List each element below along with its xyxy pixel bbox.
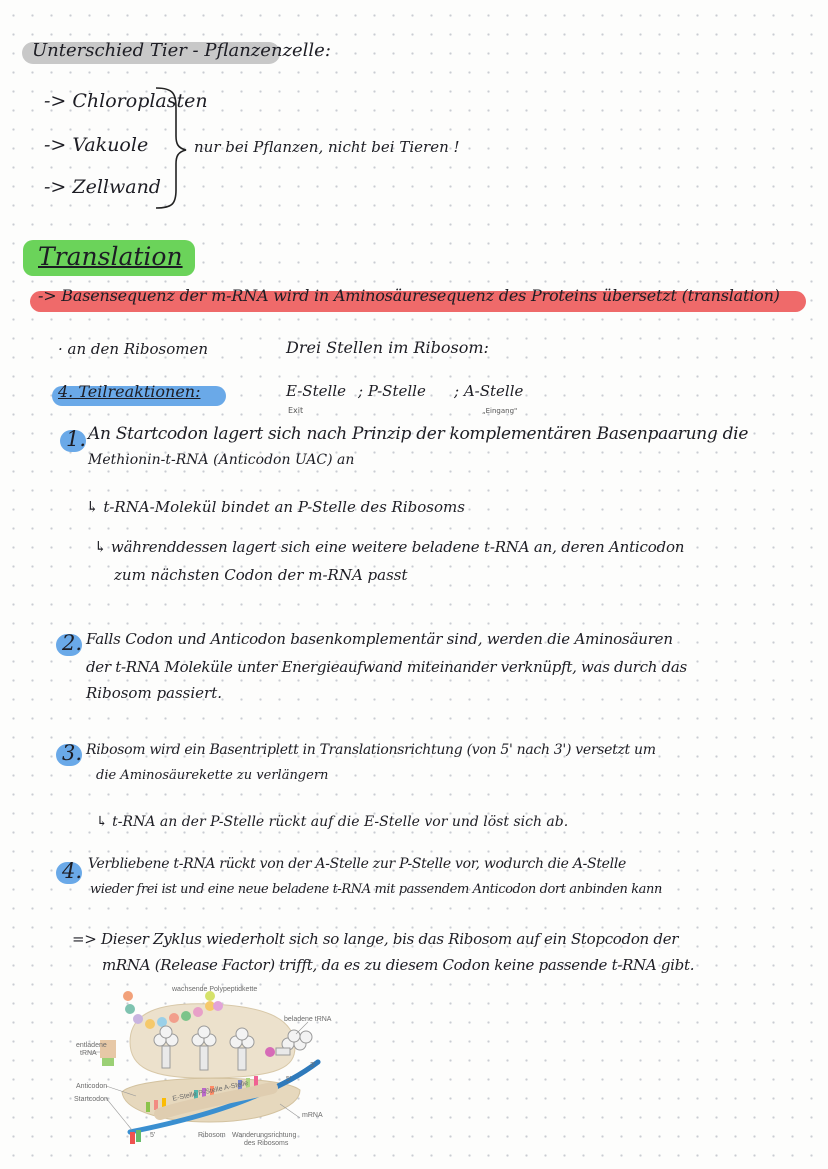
step-2-line-3: Ribosom passiert. [86, 684, 223, 702]
step-2-number: 2. [62, 631, 83, 655]
a-site-sub: „Eingang" [482, 407, 518, 415]
figure-label-unloaded-trna-1: entladene [76, 1042, 107, 1049]
step-4-line-1: Verbliebene t-RNA rückt von der A-Stelle zur P-Stelle vor, wodurch die A-Stelle [88, 856, 627, 872]
step-2-badge [56, 631, 83, 656]
e-site-label: E-Stelle [286, 382, 346, 400]
figure-label-anticodon: Anticodon [76, 1083, 108, 1090]
step-3-sub: ↳ t-RNA an der P-Stelle rückt auf die E-Stelle vor und löst sich ab. [96, 814, 569, 830]
figure-label-3prime: 3' [310, 1062, 316, 1069]
step-1-badge [60, 427, 87, 452]
a-site-label: ; A-Stelle [454, 382, 524, 400]
location-text: · an den Ribosomen [58, 340, 209, 358]
step-4-number: 4. [62, 859, 83, 883]
teilreaktionen-label: 4. Teilreaktionen: [58, 382, 201, 401]
figure-label-5prime: 5' [150, 1132, 156, 1139]
step-3-line-2: die Aminosäurekette zu verlängern [96, 768, 329, 783]
definition-text: -> Basensequenz der m-RNA wird in Aminosäuresequenz des Proteins übersetzt (translation) [38, 286, 780, 305]
step-4-badge [56, 859, 83, 884]
conclusion-line-1: => Dieser Zyklus wiederholt sich so lange, bis das Ribosom auf ein Stopcodon der [72, 930, 679, 948]
conclusion-line-2: mRNA (Release Factor) trifft, da es zu diesem Codon keine passende t-RNA gibt. [102, 956, 695, 974]
step-3-line-1: Ribosom wird ein Basentriplett in Translationsrichtung (von 5' nach 3') versetzt um [86, 742, 656, 758]
step-1-sub-1: ↳ t-RNA-Molekül bindet an P-Stelle des Ribosoms [86, 498, 465, 516]
step-1-line-2: Methionin-t-RNA (Anticodon UAC) an [88, 452, 355, 468]
step-3-number: 3. [62, 741, 83, 765]
figure-label-loaded-trna: beladene tRNA [284, 1016, 332, 1023]
figure-label-ribosom: Ribosom [198, 1132, 226, 1139]
step-4-line-2: wieder frei ist und eine neue beladene t-RNA mit passendem Anticodon dort anbinden kann [90, 882, 662, 897]
figure-label-sites: E-Stelle P-Stelle A-Stelle [172, 1079, 249, 1103]
list-item-chloroplasten: -> Chloroplasten [44, 90, 208, 112]
figure-label-direction-1: Wanderungsrichtung [232, 1132, 297, 1139]
list-item-vakuole: -> Vakuole [44, 134, 149, 156]
section-title: Unterschied Tier - Pflanzenzelle: [32, 40, 331, 61]
step-3-badge [56, 741, 83, 766]
e-site-sub: Exit [288, 406, 304, 415]
curly-brace-icon [150, 84, 190, 212]
step-1-number: 1. [66, 427, 87, 451]
figure-label-startcodon: Startcodon [74, 1096, 108, 1103]
figure-label-direction-2: des Ribosoms [244, 1140, 289, 1147]
list-item-zellwand: -> Zellwand [44, 176, 161, 198]
sites-title: Drei Stellen im Ribosom: [286, 338, 489, 357]
step-2-line-1: Falls Codon und Anticodon basenkomplementär sind, werden die Aminosäuren [86, 630, 673, 648]
figure-label-polypeptide: wachsende Polypeptidkette [172, 986, 258, 993]
figure-label-unloaded-trna-2: tRNA [80, 1050, 97, 1057]
step-2-line-2: der t-RNA Moleküle unter Energieaufwand miteinander verknüpft, was durch das [86, 658, 687, 676]
step-1-sub-2-line-1: ↳ währenddessen lagert sich eine weitere beladene t-RNA an, deren Anticodon [94, 538, 685, 556]
p-site-label: ; P-Stelle [358, 382, 426, 400]
section-heading: Translation [38, 242, 183, 271]
brace-note: nur bei Pflanzen, nicht bei Tieren ! [194, 138, 460, 156]
figure-label-mrna: mRNA [302, 1112, 323, 1119]
step-1-sub-2-line-2: zum nächsten Codon der m-RNA passt [114, 566, 408, 584]
step-1-line-1: An Startcodon lagert sich nach Prinzip der komplementären Basenpaarung die [88, 424, 749, 444]
figure-label-5prime-b: 5' [286, 1076, 292, 1083]
